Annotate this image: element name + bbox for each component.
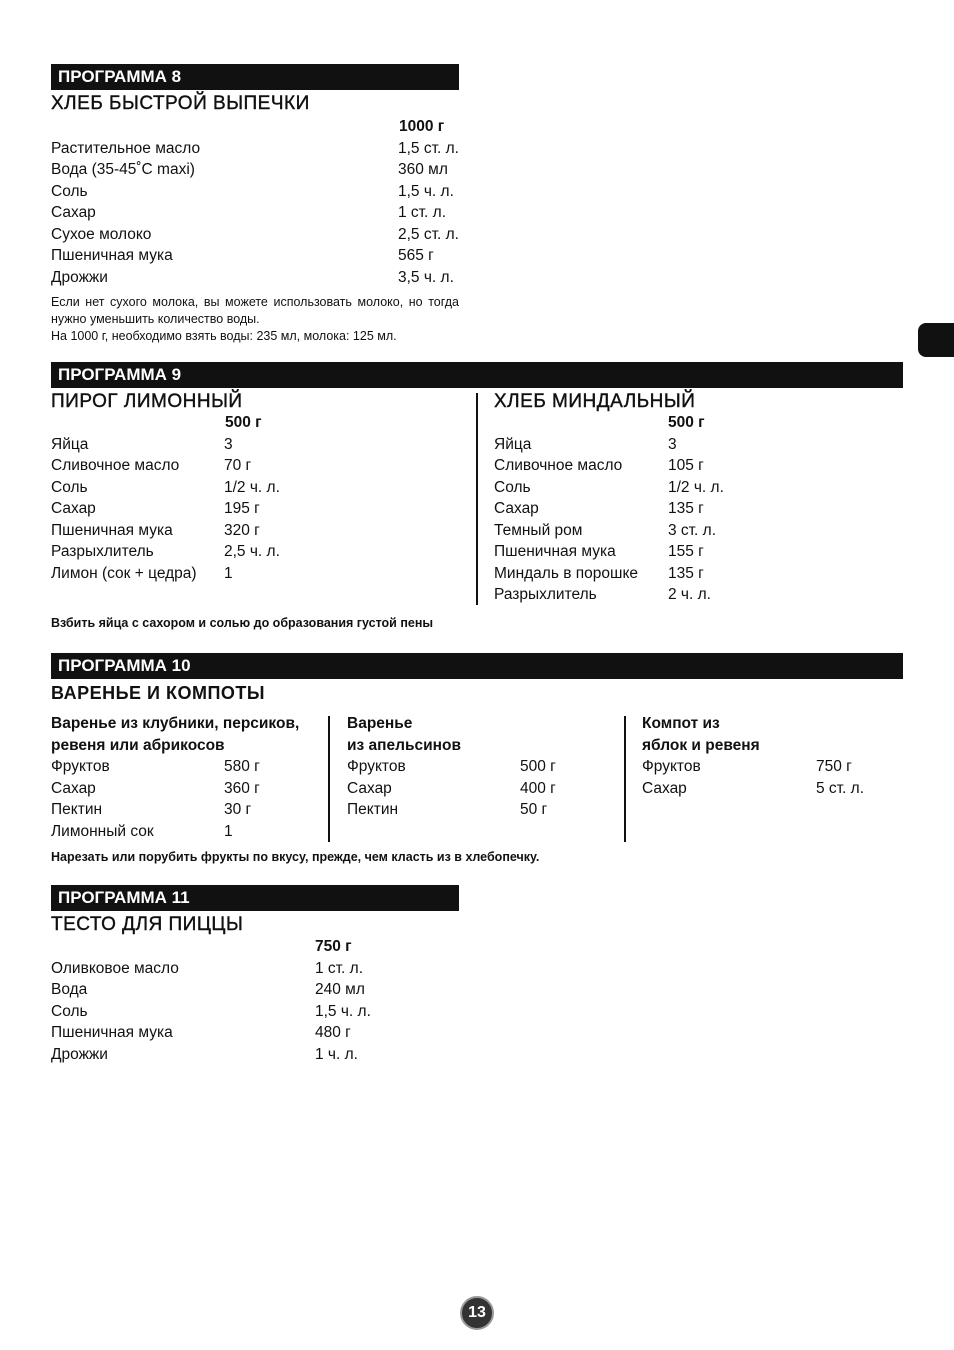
ingredient-name: Фруктов: [642, 758, 701, 775]
ingredient-qty: 70 г: [224, 457, 252, 474]
ingredient-name: Пшеничная мука: [51, 247, 173, 264]
program-10-col3-ingredients: [642, 756, 902, 799]
ingredient-row: [642, 778, 902, 800]
ingredient-row: [347, 756, 607, 778]
weight-label: 500 г: [668, 414, 705, 431]
ingredient-qty: 2,5 ст. л.: [398, 225, 459, 243]
ingredient-row: [51, 778, 321, 800]
ingredient-name: Миндаль в порошке: [494, 564, 639, 582]
ingredient-name: Лимон (сок + цедра): [51, 564, 197, 582]
ingredient-name: Сахар: [51, 204, 96, 221]
heading-line-1: Варенье из клубники, персиков,: [51, 715, 300, 732]
ingredient-name: Пшеничная мука: [494, 543, 616, 560]
ingredient-row: [51, 756, 321, 778]
ingredient-row: [494, 455, 894, 477]
ingredient-row: [51, 267, 471, 289]
weight-label: 1000 г: [399, 118, 445, 135]
ingredient-row: [51, 434, 451, 456]
ingredient-row: [51, 958, 451, 980]
ingredient-name: Яйца: [51, 435, 89, 453]
column-divider: [624, 716, 626, 842]
ingredient-qty: 3 ст. л.: [668, 521, 717, 539]
ingredient-name: Дрожжи: [51, 1045, 108, 1063]
ingredient-name: Вода (35-45˚C maxi): [51, 161, 195, 178]
weight-header-row: [51, 116, 471, 138]
ingredient-qty: 1/2 ч. л.: [668, 478, 724, 496]
ingredient-row: [51, 1001, 451, 1023]
ingredient-name: Сливочное масло: [51, 457, 180, 474]
ingredient-qty: 1: [224, 564, 233, 582]
ingredient-qty: 480 г: [315, 1024, 351, 1041]
ingredient-row: [51, 821, 321, 843]
program-9-right-ingredients: [494, 412, 894, 606]
ingredient-qty: 3,5 ч. л.: [398, 268, 454, 286]
weight-header-row: [51, 412, 451, 434]
program-9-note: Взбить яйца с сахором и солью до образования густой пены: [51, 616, 434, 630]
ingredient-row: [494, 434, 894, 456]
weight-header-row: [494, 412, 894, 434]
ingredient-name: Яйца: [494, 435, 532, 453]
ingredient-qty: 2 ч. л.: [668, 586, 711, 603]
ingredient-row: [51, 520, 451, 542]
ingredient-row: [494, 584, 894, 606]
ingredient-qty: 135 г: [668, 500, 704, 517]
program-9-header: ПРОГРАММА 9: [51, 362, 903, 388]
ingredient-row: [494, 520, 894, 542]
ingredient-qty: 320 г: [224, 521, 260, 539]
ingredient-row: [51, 563, 451, 585]
ingredient-qty: 240 мл: [315, 981, 365, 998]
ingredient-name: Пшеничная мука: [51, 1024, 173, 1041]
heading-line-2: из апельсинов: [347, 736, 462, 754]
heading-line-1: Компот из: [642, 715, 720, 732]
ingredient-row: [494, 541, 894, 563]
ingredient-name: Дрожжи: [51, 268, 108, 286]
ingredient-name: Соль: [51, 1002, 88, 1020]
ingredient-qty: 1 ст. л.: [315, 959, 364, 977]
ingredient-qty: 1 ст. л.: [398, 204, 447, 221]
program-10-col1-ingredients: [51, 756, 321, 842]
weight-label: 500 г: [225, 414, 262, 431]
ingredient-name: Лимонный сок: [51, 822, 154, 840]
ingredient-row: [494, 563, 894, 585]
ingredient-qty: 565 г: [398, 247, 434, 264]
program-10-col3-heading: [642, 713, 760, 756]
ingredient-name: Пектин: [347, 801, 399, 818]
program-8-ingredients: [51, 116, 471, 288]
heading-line-2: ревеня или абрикосов: [51, 736, 225, 754]
ingredient-row: [51, 541, 451, 563]
ingredient-name: Разрыхлитель: [494, 586, 597, 603]
weight-header-row: [51, 936, 451, 958]
ingredient-row: [51, 799, 321, 821]
ingredient-row: [347, 778, 607, 800]
ingredient-qty: 2,5 ч. л.: [224, 543, 280, 560]
ingredient-name: Сахар: [51, 779, 96, 797]
ingredient-qty: 500 г: [520, 758, 556, 775]
ingredient-row: [51, 498, 451, 520]
weight-label: 750 г: [315, 938, 352, 955]
ingredient-qty: 400 г: [520, 779, 556, 797]
program-10-col2-heading: [347, 713, 461, 756]
ingredient-row: [494, 477, 894, 499]
program-10-title: ВАРЕНЬЕ И КОМПОТЫ: [51, 683, 266, 703]
ingredient-qty: 1/2 ч. л.: [224, 478, 280, 496]
ingredient-name: Фруктов: [347, 758, 406, 775]
program-11-header: ПРОГРАММА 11: [51, 885, 459, 911]
ingredient-qty: 155 г: [668, 543, 704, 560]
page-number: 13: [460, 1296, 494, 1330]
ingredient-row: [494, 498, 894, 520]
ingredient-name: Вода: [51, 981, 88, 998]
program-11-title: ТЕСТО ДЛЯ ПИЦЦЫ: [51, 914, 244, 935]
ingredient-qty: 105 г: [668, 457, 704, 474]
ingredient-qty: 50 г: [520, 801, 548, 818]
ingredient-qty: 30 г: [224, 801, 252, 818]
ingredient-name: Соль: [51, 478, 88, 496]
program-8-header: ПРОГРАММА 8: [51, 64, 459, 90]
program-8-note: Если нет сухого молока, вы можете использовать молоко, но тогда нужно уменьшить количество воды.: [51, 295, 459, 326]
program-9-left-title: ПИРОГ ЛИМОННЫЙ: [51, 391, 243, 412]
ingredient-name: Пектин: [51, 801, 103, 818]
ingredient-row: [51, 202, 471, 224]
ingredient-name: Сухое молоко: [51, 225, 152, 243]
ingredient-name: Сливочное масло: [494, 457, 623, 474]
ingredient-qty: 1,5 ст. л.: [398, 139, 459, 157]
ingredient-name: Сахар: [347, 779, 392, 797]
ingredient-name: Темный ром: [494, 521, 583, 539]
ingredient-name: Сахар: [51, 500, 96, 517]
ingredient-qty: 135 г: [668, 564, 704, 582]
heading-line-2: яблок и ревеня: [642, 736, 760, 754]
ingredient-qty: 1,5 ч. л.: [398, 182, 454, 200]
ingredient-row: [51, 224, 471, 246]
program-9-right-title: ХЛЕБ МИНДАЛЬНЫЙ: [494, 391, 696, 412]
ingredient-qty: 750 г: [816, 758, 852, 775]
column-divider: [328, 716, 330, 842]
ingredient-qty: 580 г: [224, 758, 260, 775]
program-10-note: Нарезать или порубить фрукты по вкусу, прежде, чем класть из в хлебопечку.: [51, 850, 540, 864]
ingredient-qty: 3: [224, 435, 233, 453]
ingredient-name: Сахар: [642, 779, 687, 797]
ingredient-name: Разрыхлитель: [51, 543, 154, 560]
ingredient-qty: 5 ст. л.: [816, 779, 865, 797]
ingredient-row: [642, 756, 902, 778]
ingredient-qty: 1: [224, 822, 233, 840]
heading-line-1: Варенье: [347, 715, 413, 732]
ingredient-row: [51, 1022, 451, 1044]
ingredient-name: Фруктов: [51, 758, 110, 775]
ingredient-name: Соль: [494, 478, 531, 496]
ingredient-name: Пшеничная мука: [51, 521, 173, 539]
program-11-ingredients: [51, 936, 451, 1065]
ingredient-qty: 3: [668, 435, 677, 453]
program-10-col1-heading: [51, 713, 299, 756]
column-divider: [476, 393, 478, 605]
ingredient-name: Растительное масло: [51, 139, 201, 157]
ingredient-row: [51, 477, 451, 499]
ingredient-row: [51, 245, 471, 267]
ingredient-qty: 195 г: [224, 500, 260, 517]
section-tab: [918, 323, 954, 357]
program-10-header: ПРОГРАММА 10: [51, 653, 903, 679]
ingredient-name: Оливковое масло: [51, 959, 179, 977]
ingredient-qty: 1,5 ч. л.: [315, 1002, 371, 1020]
program-10-col2-ingredients: [347, 756, 607, 821]
ingredient-name: Соль: [51, 182, 88, 200]
ingredient-name: Сахар: [494, 500, 539, 517]
ingredient-qty: 360 г: [224, 779, 260, 797]
ingredient-row: [51, 138, 471, 160]
program-9-left-ingredients: [51, 412, 451, 584]
ingredient-row: [51, 979, 451, 1001]
program-8-title: ХЛЕБ БЫСТРОЙ ВЫПЕЧКИ: [51, 93, 310, 114]
ingredient-row: [51, 1044, 451, 1066]
ingredient-row: [347, 799, 607, 821]
ingredient-row: [51, 181, 471, 203]
ingredient-qty: 360 мл: [398, 161, 448, 178]
program-8-note-2: На 1000 г, необходимо взять воды: 235 мл, молока: 125 мл.: [51, 329, 397, 343]
ingredient-qty: 1 ч. л.: [315, 1045, 358, 1063]
ingredient-row: [51, 455, 451, 477]
ingredient-row: [51, 159, 471, 181]
